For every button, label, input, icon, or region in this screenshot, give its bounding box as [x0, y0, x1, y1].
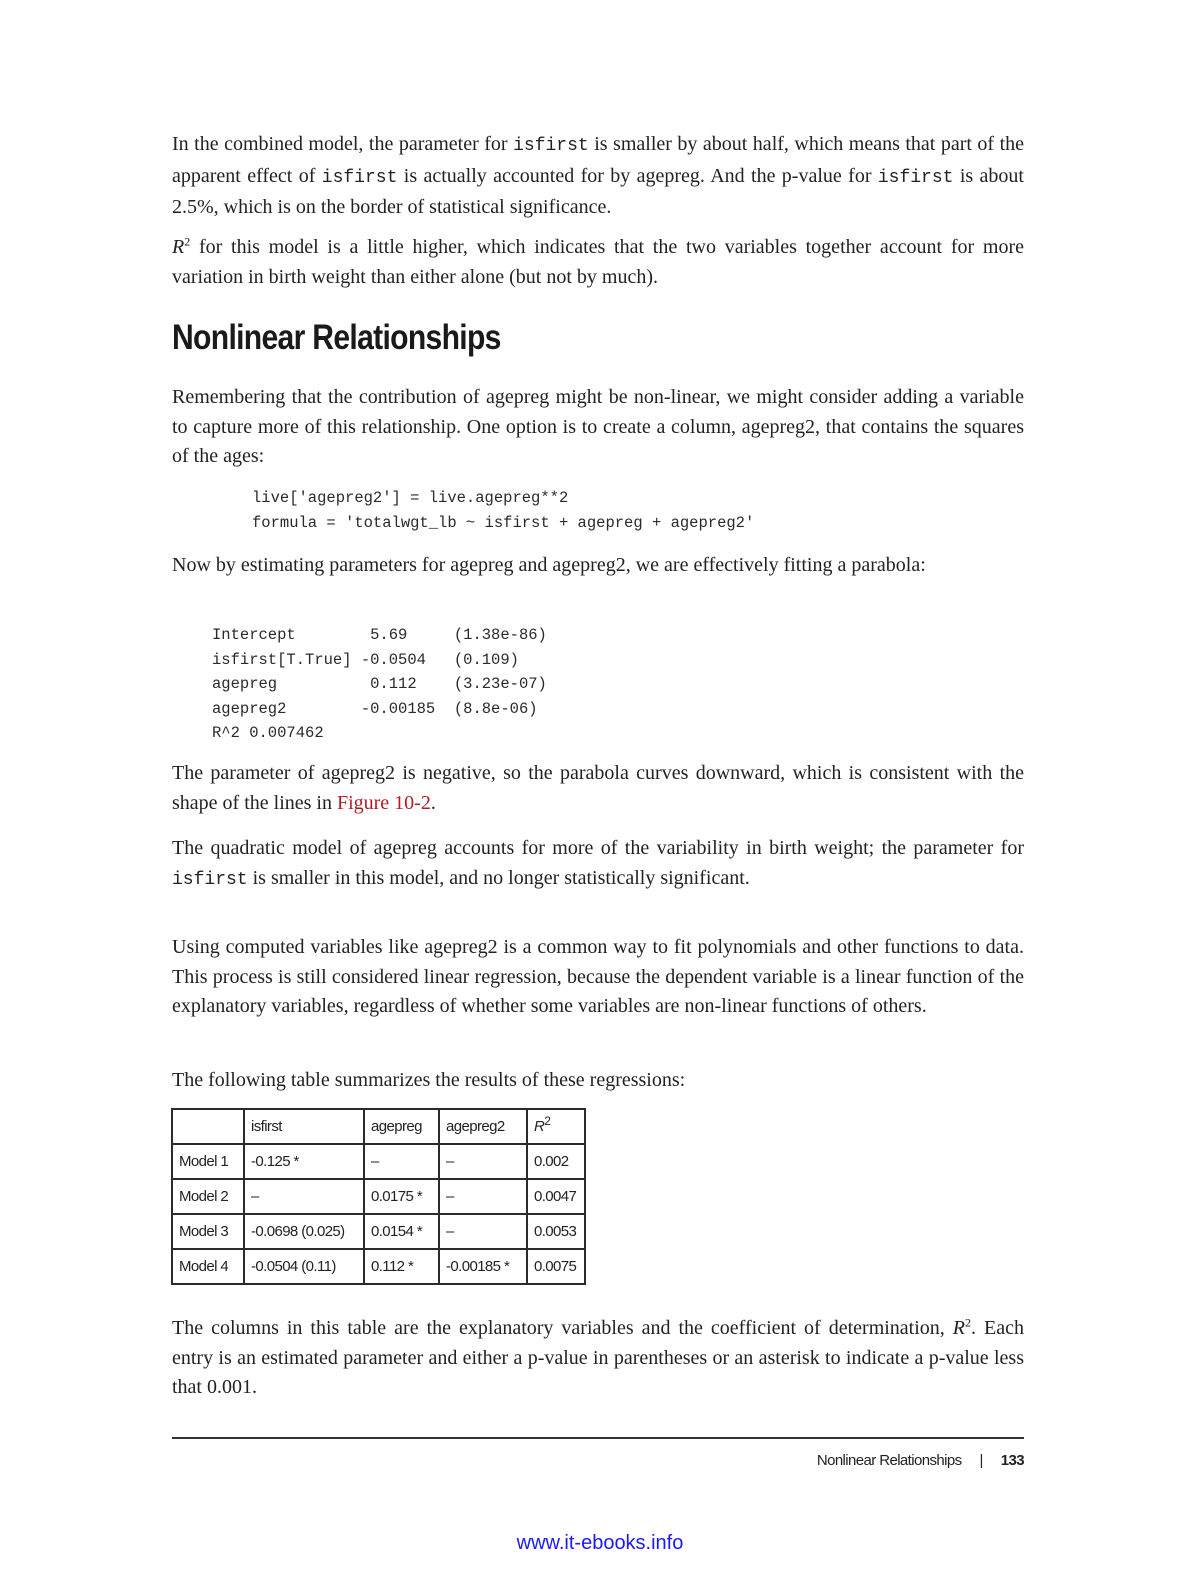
code-isfirst: isfirst	[172, 869, 248, 890]
table-row	[172, 1249, 585, 1284]
page-number: 133	[1000, 1452, 1024, 1469]
table-cell: 0.0154 *	[364, 1214, 439, 1249]
table-cell: -0.125 *	[244, 1144, 364, 1179]
table-cell: 0.0175 *	[364, 1179, 439, 1214]
text: The parameter of agepreg2 is negative, so the parabola curves downward, which is consistent with the shape of the lines in	[172, 762, 1024, 814]
table-cell: 0.0053	[527, 1214, 585, 1249]
table-row	[172, 1179, 585, 1214]
code-isfirst: isfirst	[321, 167, 398, 188]
text: In the combined model, the parameter for	[172, 133, 514, 155]
watermark-link[interactable]: www.it-ebooks.info	[516, 1532, 684, 1554]
table-cell: –	[244, 1179, 364, 1214]
table-cell: –	[439, 1214, 527, 1249]
superscript: 2	[184, 234, 191, 249]
text: The columns in this table are the explanatory variables and the coefficient of determination,	[172, 1317, 953, 1339]
paragraph-r-squared	[172, 233, 1024, 292]
paragraph-combined-model	[172, 130, 1024, 223]
superscript: 2	[965, 1315, 972, 1330]
paragraph-table-explanation	[172, 1314, 1024, 1403]
text: is actually accounted for by agepreg. And the p-value for	[397, 164, 878, 187]
code-isfirst: isfirst	[513, 136, 589, 156]
paragraph-quadratic-model	[172, 834, 1024, 895]
table-header-cell	[172, 1109, 244, 1144]
table-cell: Model 1	[172, 1144, 244, 1179]
table-cell: Model 3	[172, 1214, 244, 1249]
table-cell: Model 2	[172, 1179, 244, 1214]
footer-divider	[172, 1437, 1024, 1439]
text: .	[430, 791, 436, 814]
paragraph-estimating: Now by estimating parameters for agepreg and agepreg2, we are effectively fitting a parabola:	[172, 554, 926, 576]
table-header-cell: isfirst	[244, 1109, 364, 1144]
table-cell: 0.002	[527, 1144, 585, 1179]
table-cell: -0.0698 (0.025)	[244, 1214, 364, 1249]
table-cell: –	[439, 1144, 527, 1179]
text: . Each entry is an estimated parameter and either a p-value in parentheses or an asterisk to indicate a p-value less that 0.001.	[172, 1317, 1024, 1398]
table-header-cell: agepreg	[364, 1109, 439, 1144]
footer-separator: |	[979, 1452, 983, 1469]
text: The quadratic model of agepreg accounts for more of the variability in birth weight; the parameter for	[172, 837, 1024, 859]
page-footer	[817, 1452, 1024, 1469]
table-cell: Model 4	[172, 1249, 244, 1284]
paragraph-computed-variables: Using computed variables like agepreg2 is a common way to fit polynomials and other functions to data. This process is still considered linear regression, because the dependent variable is a linear function of the explanatory variables, regardless of whether some variables are non-linear functions of others.	[172, 936, 1024, 1017]
table-cell: -0.0504 (0.11)	[244, 1249, 364, 1284]
table-cell: 0.0075	[527, 1249, 585, 1284]
figure-link[interactable]: Figure 10-2	[336, 791, 431, 814]
footer-section-title: Nonlinear Relationships	[816, 1452, 962, 1469]
text: for this model is a little higher, which indicates that the two variables together account for more variation in birth weight than either alone (but not by much).	[172, 236, 1024, 288]
paragraph-parameter-negative	[172, 759, 1024, 818]
r-symbol: R	[534, 1118, 545, 1135]
text: is smaller by about half, which means that part of the apparent effect of	[172, 133, 1024, 187]
table-cell: 0.0047	[527, 1179, 585, 1214]
table-row	[172, 1214, 585, 1249]
paragraph-table-intro: The following table summarizes the results of these regressions:	[172, 1069, 686, 1091]
r-symbol: R	[172, 236, 185, 258]
paragraph-remembering: Remembering that the contribution of agepreg might be non-linear, we might consider adding a variable to capture more of this relationship. One option is to create a column, agepreg2, that contains the squares of the ages:	[172, 386, 1024, 467]
table-row	[172, 1144, 585, 1179]
text: is about 2.5%, which is on the border of statistical significance.	[172, 164, 1024, 218]
table-cell: –	[364, 1144, 439, 1179]
r-symbol: R	[952, 1317, 966, 1339]
table-header-cell-r2	[527, 1109, 585, 1144]
superscript: 2	[544, 1114, 551, 1128]
table-cell: -0.00185 *	[439, 1249, 527, 1284]
code-block-regression-output: Intercept 5.69 (1.38e-86) isfirst[T.True] -0.0504 (0.109) agepreg 0.112 (3.23e-07) agepreg2 -0.00185 (8.8e-06) R^2 0.007462	[212, 626, 547, 742]
table-cell: –	[439, 1179, 527, 1214]
table-header-cell: agepreg2	[439, 1109, 527, 1144]
code-isfirst: isfirst	[877, 167, 954, 188]
code-block-agepreg2: live['agepreg2'] = live.agepreg**2 formula = 'totalwgt_lb ~ isfirst + agepreg + agepreg2'	[252, 489, 755, 532]
table-cell: 0.112 *	[364, 1249, 439, 1284]
results-table	[171, 1108, 586, 1285]
table-header-row	[172, 1109, 585, 1144]
section-heading: Nonlinear Relationships	[172, 318, 501, 357]
text: is smaller in this model, and no longer statistically significant.	[247, 866, 750, 889]
